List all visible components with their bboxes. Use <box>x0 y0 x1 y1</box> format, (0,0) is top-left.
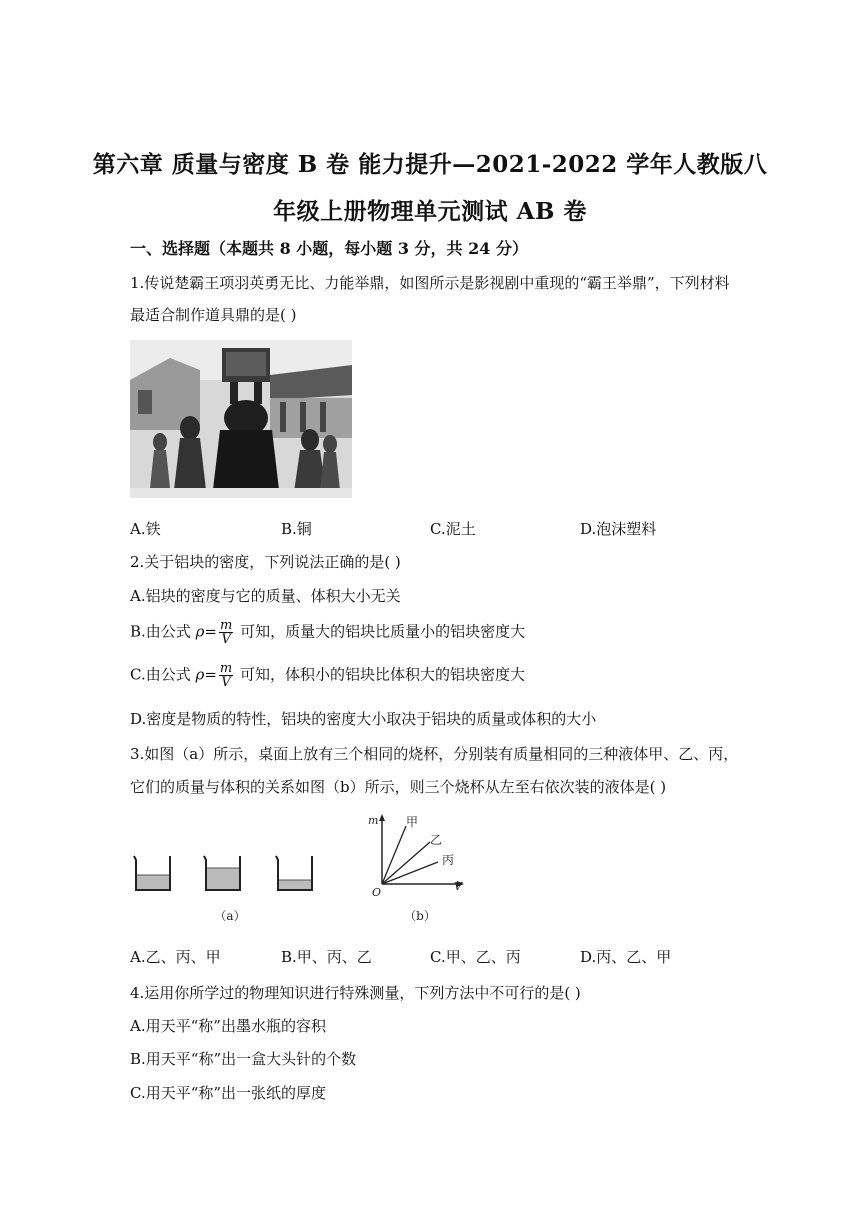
q3-option-a: A.乙、丙、甲 <box>130 948 221 966</box>
formula-numerator: m <box>219 618 233 633</box>
q3-stem-line1: 3.如图（a）所示，桌面上放有三个相同的烧杯，分别装有质量相同的三种液体甲、乙、丙， <box>130 745 739 763</box>
hegemon-lifting-tripod-photo <box>130 340 352 498</box>
q1-option-d: D.泡沫塑料 <box>580 520 657 538</box>
formula-numerator: m <box>219 661 233 676</box>
q2-option-d: D.密度是物质的特性，铝块的密度大小取决于铝块的质量或体积的大小 <box>130 710 597 728</box>
line-jia-label: 甲 <box>406 815 419 829</box>
q2-option-b-suffix: 可知，质量大的铝块比质量小的铝块密度大 <box>240 622 526 641</box>
q1-option-c: C.泥土 <box>430 520 476 538</box>
q3-option-b: B.甲、丙、乙 <box>281 948 372 966</box>
beaker-right <box>276 856 312 890</box>
formula-equals: = <box>204 665 217 684</box>
q4-option-a: A.用天平“称”出墨水瓶的容积 <box>130 1017 326 1035</box>
q1-option-b: B.铜 <box>281 520 312 538</box>
formula-fraction <box>219 619 233 646</box>
q2-stem: 2.关于铝块的密度，下列说法正确的是( ) <box>130 553 401 571</box>
formula-fraction <box>219 662 233 689</box>
q2-option-c <box>130 662 525 689</box>
q1-option-a: A.铁 <box>130 520 161 538</box>
beakers-figure <box>130 850 330 930</box>
line-yi <box>382 842 430 884</box>
q3-stem-line2: 它们的质量与体积的关系如图（b）所示，则三个烧杯从左至右依次装的液体是( ) <box>130 778 667 796</box>
q4-stem: 4.运用你所学过的物理知识进行特殊测量，下列方法中不可行的是( ) <box>130 984 581 1002</box>
q2-option-c-prefix: C.由公式 <box>130 665 191 684</box>
y-axis-label: m <box>368 814 379 827</box>
line-yi-label: 乙 <box>430 833 443 847</box>
formula-rho: ρ <box>195 622 205 641</box>
formula-denominator: V <box>221 675 231 690</box>
q1-stem-line1: 1.传说楚霸王项羽英勇无比、力能举鼎，如图所示是影视剧中重现的“霸王举鼎”，下列材料 <box>130 274 730 292</box>
beaker-left <box>134 856 170 890</box>
figure-b-label: （b） <box>404 909 436 923</box>
figure-a-label: （a） <box>214 909 246 923</box>
document-title-line1: 第六章 质量与密度 B 卷 能力提升—2021-2022 学年人教版八 <box>92 151 768 178</box>
mass-volume-graph <box>360 812 480 930</box>
q2-option-b <box>130 619 525 646</box>
origin-label: O <box>372 886 382 899</box>
q4-option-c: C.用天平“称”出一张纸的厚度 <box>130 1084 327 1102</box>
section-heading: 一、选择题（本题共 8 小题，每小题 3 分，共 24 分） <box>130 239 528 258</box>
q3-option-d: D.丙、乙、甲 <box>580 948 672 966</box>
x-axis-label: V <box>454 880 462 893</box>
document-title-line2: 年级上册物理单元测试 AB 卷 <box>273 198 587 225</box>
q2-option-b-prefix: B.由公式 <box>130 622 191 641</box>
q2-option-a: A.铝块的密度与它的质量、体积大小无关 <box>130 587 401 605</box>
q1-stem-line2: 最适合制作道具鼎的是( ) <box>130 306 297 324</box>
formula-denominator: V <box>221 632 231 647</box>
beaker-middle <box>204 856 240 890</box>
line-bing-label: 丙 <box>442 853 455 867</box>
q3-option-c: C.甲、乙、丙 <box>430 948 521 966</box>
q4-option-b: B.用天平“称”出一盒大头针的个数 <box>130 1050 357 1068</box>
q2-option-c-suffix: 可知，体积小的铝块比体积大的铝块密度大 <box>240 665 526 684</box>
formula-rho: ρ <box>195 665 205 684</box>
formula-equals: = <box>204 622 217 641</box>
